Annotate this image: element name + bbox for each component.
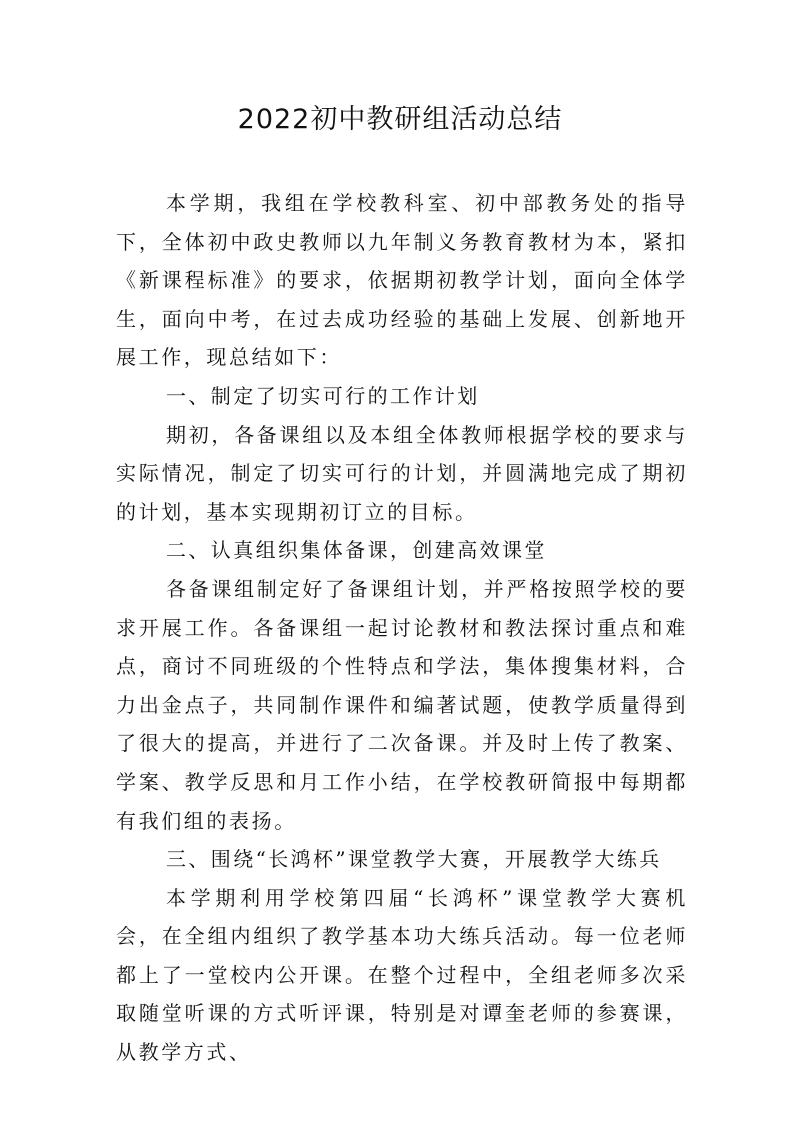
section-paragraph-2: 各备课组制定好了备课组计划，并严格按照学校的要求开展工作。各备课组一起讨论教材和教法探讨重点和难点，商讨不同班级的个性特点和学法，集体搜集材料，合力出金点子，共同制作课件和编著试题，使教学质量得到了很大的提高，并进行了二次备课。并及时上传了教案、学案、教学反思和月工作小结，在学校教研简报中每期都有我们组的表扬。 [116,576,688,833]
intro-paragraph: 本学期，我组在学校教科室、初中部教务处的指导下，全体初中政史教师以九年制义务教育教材为本，紧扣《新课程标准》的要求，依据期初教学计划，面向全体学生，面向中考，在过去成功经验的基础上发展、创新地开展工作，现总结如下： [116,191,688,370]
document-body [116,184,688,1072]
section-heading-3: 三、围绕“长鸿杯”课堂教学大赛，开展教学大练兵 [166,847,662,872]
document-title: 2022初中教研组活动总结 [237,104,563,135]
section-heading-1: 一、制定了切实可行的工作计划 [166,383,480,408]
section-heading-2: 二、认真组织集体备课，创建高效课堂 [166,538,547,563]
section-paragraph-3: 本学期利用学校第四届“长鸿杯”课堂教学大赛机会，在全组内组织了教学基本功大练兵活动。每一位老师都上了一堂校内公开课。在整个过程中，全组老师多次采取随堂听课的方式听评课，特别是对谭奎老师的参赛课，从教学方式、 [116,885,688,1065]
section-paragraph-1: 期初，各备课组以及本组全体教师根据学校的要求与实际情况，制定了切实可行的计划，并圆满地完成了期初的计划，基本实现期初订立的目标。 [116,422,688,524]
